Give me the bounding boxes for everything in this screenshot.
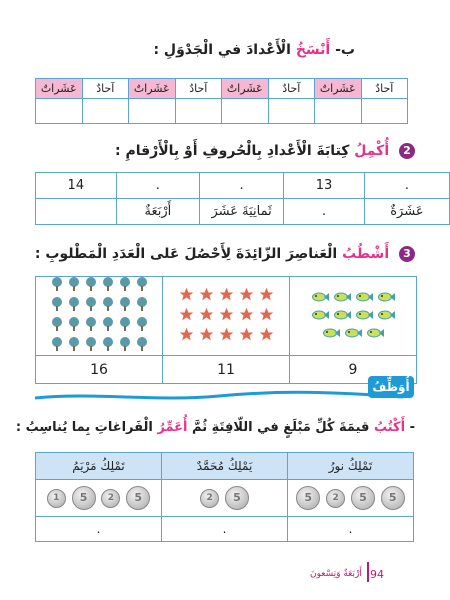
star-icon[interactable] [259, 327, 274, 345]
tree-icon[interactable] [119, 317, 131, 335]
section-divider-wave [35, 390, 403, 402]
header-tens: عَشَراتٌ [129, 79, 176, 99]
coin-icon: 5 [351, 486, 375, 510]
star-icon[interactable] [199, 327, 214, 345]
star-icon[interactable] [179, 287, 194, 305]
fish-icon[interactable] [378, 290, 395, 306]
target-number: 11 [163, 356, 290, 384]
apply-prefix: - [409, 420, 415, 435]
star-group [163, 277, 290, 356]
tree-icon[interactable] [51, 277, 63, 295]
section-b-prefix: ب- [335, 42, 355, 58]
target-number: 9 [290, 356, 417, 384]
apply-title [16, 420, 415, 435]
section-b-verb: أَنْسَخُ [295, 42, 331, 58]
star-icon[interactable] [219, 287, 234, 305]
fish-group [290, 277, 417, 356]
answer-cell[interactable] [175, 99, 222, 124]
exercise-number-badge: 3 [399, 246, 415, 262]
tree-icon[interactable] [51, 297, 63, 315]
tree-icon[interactable] [119, 337, 131, 355]
tree-items [49, 277, 149, 355]
header-ones: آحادٌ [175, 79, 222, 99]
fish-icon[interactable] [334, 308, 351, 324]
tree-icon[interactable] [136, 297, 148, 315]
header-ones: آحادٌ [268, 79, 315, 99]
tree-group [36, 277, 163, 356]
answer-cell[interactable] [268, 99, 315, 124]
fish-icon[interactable] [345, 326, 362, 342]
fish-icon[interactable] [367, 326, 384, 342]
cell[interactable]: . [200, 173, 284, 199]
tree-icon[interactable] [85, 297, 97, 315]
fish-icon[interactable] [356, 290, 373, 306]
exercise2-instruction: كِتابَةَ الْأَعْدادِ بِالْحُروفِ أَوْ بِالْأَرْقامِ : [115, 143, 350, 159]
cell: عَشَرَةٌ [364, 199, 449, 225]
star-icon[interactable] [179, 327, 194, 345]
apply-verb-fill: أُعَمِّرُ [157, 420, 188, 435]
exercise2-title [115, 143, 415, 159]
coin-icon: 5 [381, 486, 405, 510]
tree-icon[interactable] [68, 277, 80, 295]
star-items [176, 287, 276, 345]
exercise3-title [35, 246, 415, 262]
tree-icon[interactable] [102, 317, 114, 335]
apply-section-tag: أُوَظِّفُ [368, 376, 414, 398]
section-b-title [153, 42, 355, 58]
fish-icon[interactable] [312, 290, 329, 306]
cross-out-table [35, 276, 417, 384]
tree-icon[interactable] [119, 297, 131, 315]
star-icon[interactable] [239, 307, 254, 325]
tree-icon[interactable] [136, 277, 148, 295]
coins-mohamed [162, 480, 288, 517]
cell: 14 [36, 173, 117, 199]
star-icon[interactable] [199, 287, 214, 305]
cell: ثَمانِيَةَ عَشَرَ [200, 199, 284, 225]
fish-icon[interactable] [334, 290, 351, 306]
star-icon[interactable] [259, 287, 274, 305]
star-icon[interactable] [239, 327, 254, 345]
exercise3-instruction: الْعَناصِرَ الزّائِدَةَ لِأَحْصُلَ عَلى الْعَدَدِ الْمَطْلوبِ : [34, 246, 338, 262]
answer-cell[interactable]: . [288, 517, 414, 542]
tree-icon[interactable] [85, 337, 97, 355]
money-table [35, 452, 414, 542]
tree-icon[interactable] [136, 337, 148, 355]
coin-icon: 5 [126, 486, 150, 510]
cell[interactable]: . [364, 173, 449, 199]
star-icon[interactable] [219, 307, 234, 325]
page-number-words: أَرْبَعَةٌ وَتِسْعونَ [310, 569, 362, 579]
answer-cell[interactable] [36, 99, 83, 124]
place-value-table [35, 78, 408, 124]
coin-icon: 2 [101, 489, 120, 508]
header-tens: عَشَراتٌ [36, 79, 83, 99]
page-number: 94 [370, 568, 384, 581]
tree-icon[interactable] [136, 317, 148, 335]
answer-cell[interactable] [222, 99, 269, 124]
tree-icon[interactable] [102, 277, 114, 295]
tree-icon[interactable] [51, 317, 63, 335]
header-ones: آحادٌ [82, 79, 129, 99]
exercise2-verb: أُكْمِلُ [354, 143, 390, 159]
tree-icon[interactable] [68, 297, 80, 315]
tree-icon[interactable] [68, 317, 80, 335]
number-words-table [35, 172, 450, 225]
exercise-number-badge: 2 [399, 143, 415, 159]
section-b-instruction: الْأَعْدادَ في الْجَدْوَلِ : [153, 42, 291, 58]
header-mariam: تَمْلِكُ مَرْيَمُ [36, 453, 162, 480]
coin-icon: 5 [72, 486, 96, 510]
coin-icon: 5 [225, 486, 249, 510]
coins-nour [288, 480, 414, 517]
header-ones: آحادٌ [361, 79, 408, 99]
star-icon[interactable] [179, 307, 194, 325]
tree-icon[interactable] [102, 337, 114, 355]
fish-icon[interactable] [378, 308, 395, 324]
fish-icon[interactable] [356, 308, 373, 324]
apply-verb-write: أَكْتُبُ [373, 420, 406, 435]
star-icon[interactable] [219, 327, 234, 345]
star-icon[interactable] [259, 307, 274, 325]
tree-icon[interactable] [85, 277, 97, 295]
answer-cell[interactable] [315, 99, 362, 124]
header-mohamed: يَمْلِكُ مُحَمَّدٌ [162, 453, 288, 480]
exercise3-verb: أَشْطُبُ [342, 246, 390, 262]
footer-divider [367, 562, 369, 582]
tree-icon[interactable] [119, 277, 131, 295]
answer-cell[interactable]: . [162, 517, 288, 542]
answer-cell[interactable] [129, 99, 176, 124]
coin-icon: 5 [296, 486, 320, 510]
answer-cell[interactable]: . [36, 517, 162, 542]
tree-icon[interactable] [68, 337, 80, 355]
cell[interactable]: . [116, 173, 199, 199]
header-tens: عَشَراتٌ [222, 79, 269, 99]
header-tens: عَشَراتٌ [315, 79, 362, 99]
tree-icon[interactable] [85, 317, 97, 335]
coin-icon: 1 [47, 489, 66, 508]
cell: أَرْبَعَةٌ [116, 199, 199, 225]
cell[interactable] [36, 199, 117, 225]
coins-mariam [36, 480, 162, 517]
cell[interactable]: . [284, 199, 365, 225]
header-nour: تَمْلِكُ نورُ [288, 453, 414, 480]
fish-icon[interactable] [312, 308, 329, 324]
apply-instruction-end: الْفَراغاتِ بِما يُناسِبُ : [15, 420, 153, 435]
tree-icon[interactable] [102, 297, 114, 315]
star-icon[interactable] [239, 287, 254, 305]
tree-icon[interactable] [51, 337, 63, 355]
answer-cell[interactable] [82, 99, 129, 124]
star-icon[interactable] [199, 307, 214, 325]
apply-instruction-mid: قيمَةَ كُلِّ مَبْلَغٍ في اللّافِتَةِ ثُمَّ [192, 420, 370, 435]
coin-icon: 2 [326, 489, 345, 508]
fish-icon[interactable] [323, 326, 340, 342]
cell: 13 [284, 173, 365, 199]
fish-items [303, 290, 403, 342]
coin-icon: 2 [200, 489, 219, 508]
answer-cell[interactable] [361, 99, 408, 124]
target-number: 16 [36, 356, 163, 384]
